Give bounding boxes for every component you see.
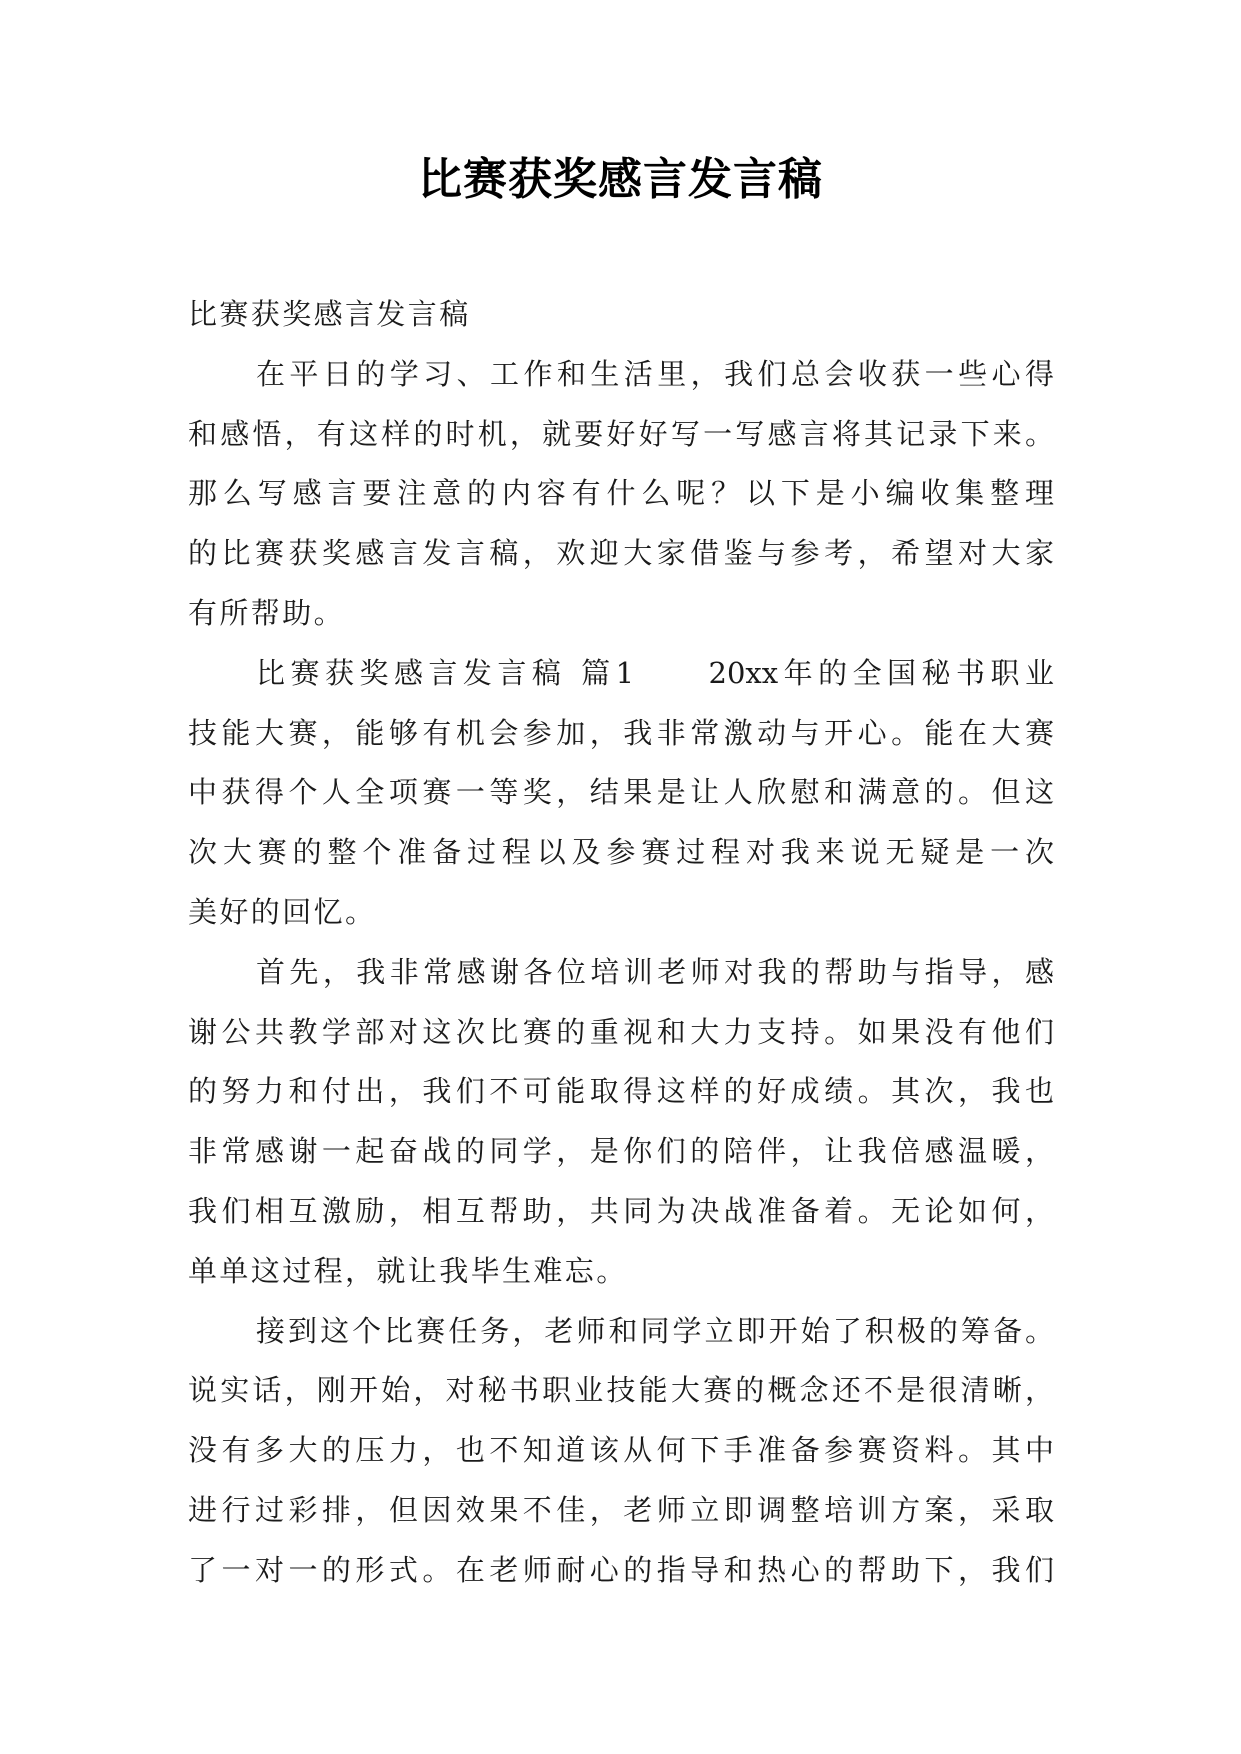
body-line: 说实话，刚开始，对秘书职业技能大赛的概念还不是很清晰，: [188, 1373, 1054, 1408]
body-line: 首先，我非常感谢各位培训老师对我的帮助与指导，感: [256, 954, 1054, 989]
body-line: 非常感谢一起奋战的同学，是你们的陪伴，让我倍感温暖，: [188, 1134, 1054, 1169]
document-body: [188, 285, 1054, 1601]
body-line: 比赛获奖感言发言稿: [188, 297, 471, 331]
body-line: 接到这个比赛任务，老师和同学立即开始了积极的筹备。: [256, 1313, 1054, 1348]
body-line: 我们相互激励，相互帮助，共同为决战准备着。无论如何，: [188, 1193, 1054, 1228]
body-line: 了一对一的形式。在老师耐心的指导和热心的帮助下，我们: [188, 1552, 1054, 1587]
body-line: 进行过彩排，但因效果不佳，老师立即调整培训方案，采取: [188, 1492, 1054, 1527]
body-line: 那么写感言要注意的内容有什么呢？以下是小编收集整理: [188, 476, 1054, 511]
body-line: 有所帮助。: [188, 595, 346, 630]
body-line: 在平日的学习、工作和生活里，我们总会收获一些心得: [256, 356, 1054, 391]
body-line: 没有多大的压力，也不知道该从何下手准备参赛资料。其中: [188, 1433, 1054, 1468]
body-line: 美好的回忆。: [188, 894, 377, 929]
body-line: 技能大赛，能够有机会参加，我非常激动与开心。能在大赛: [188, 715, 1054, 750]
body-line: 谢公共教学部对这次比赛的重视和大力支持。如果没有他们: [188, 1014, 1054, 1049]
body-line: 单单这过程，就让我毕生难忘。: [188, 1253, 628, 1288]
body-line: 次大赛的整个准备过程以及参赛过程对我来说无疑是一次: [188, 835, 1054, 870]
body-line: 比赛获奖感言发言稿 篇1 20xx年的全国秘书职业: [256, 655, 1054, 690]
document-title: 比赛获奖感言发言稿: [418, 154, 823, 205]
body-line: 的比赛获奖感言发言稿，欢迎大家借鉴与参考，希望对大家: [188, 536, 1054, 571]
body-line: 和感悟，有这样的时机，就要好好写一写感言将其记录下来。: [188, 416, 1054, 451]
body-line: 中获得个人全项赛一等奖，结果是让人欣慰和满意的。但这: [188, 775, 1054, 810]
body-line: 的努力和付出，我们不可能取得这样的好成绩。其次，我也: [188, 1074, 1054, 1109]
